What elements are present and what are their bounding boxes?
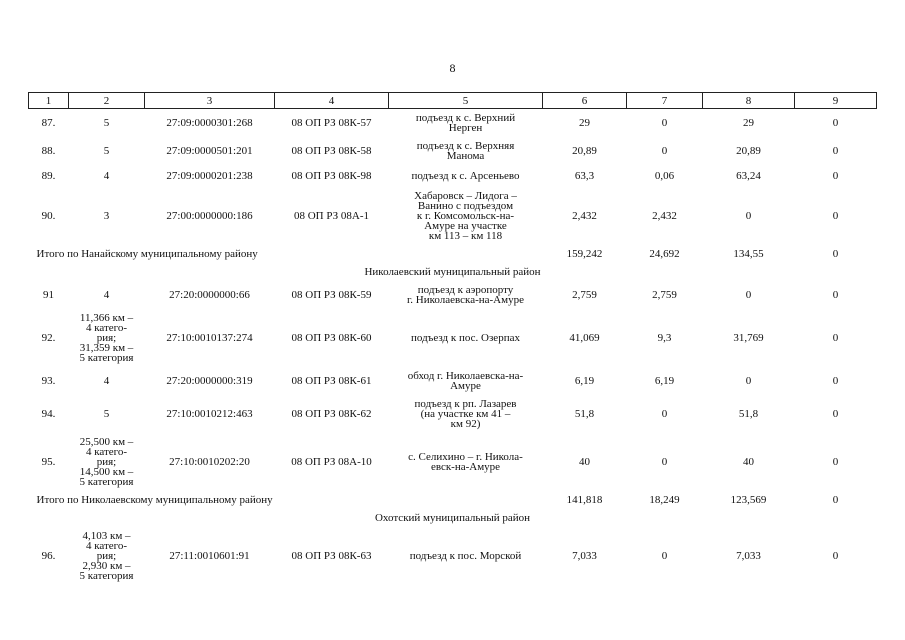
subtotal-col-7: 24,692: [649, 247, 680, 260]
road-category-line: 4 катего-: [85, 321, 128, 334]
column-number-9: 9: [795, 93, 877, 109]
subtotal-col-7: 18,249: [649, 493, 680, 506]
road-category: [69, 165, 145, 187]
road-category-line: 5: [103, 144, 110, 157]
road-category-line: 5: [103, 116, 110, 129]
road-name-line: подъезд к рп. Лазарев: [414, 397, 517, 410]
road-id: 08 ОП РЗ 08К-61: [291, 374, 372, 387]
road-name: [389, 527, 543, 585]
road-name: [389, 367, 543, 395]
value-col-7: 2,759: [652, 288, 677, 301]
road-name-line: Амуре: [450, 379, 481, 392]
road-category: [69, 309, 145, 367]
row-number: 91: [43, 288, 54, 301]
road-name-line: Ванино с подъездом: [417, 199, 514, 212]
value-col-9: 0: [832, 455, 839, 468]
road-category: [69, 527, 145, 585]
road-id: 08 ОП РЗ 08К-62: [291, 407, 372, 420]
value-col-7: 0,06: [654, 169, 675, 182]
value-col-8: 29: [743, 116, 754, 129]
road-name-line: подъезд к с. Верхний: [415, 111, 516, 124]
row-number: 92.: [41, 331, 56, 344]
table-row: [29, 109, 877, 137]
road-name: [389, 109, 543, 137]
road-name-line: подъезд к с. Верхняя: [416, 139, 515, 152]
road-name-line: (на участке км 41 –: [420, 407, 511, 420]
value-col-9: 0: [832, 374, 839, 387]
road-category-line: 4 катего-: [85, 539, 128, 552]
cadastral-number: 27:00:0000000:186: [166, 209, 253, 222]
row-number: 87.: [41, 116, 56, 129]
value-col-7: 0: [661, 116, 668, 129]
table-row: [29, 527, 877, 585]
subtotal-col-9: 0: [832, 247, 839, 260]
row-number: 89.: [41, 169, 56, 182]
subtotal-label: Итого по Нанайскому муниципальному району: [36, 247, 258, 260]
column-number-1: 1: [29, 93, 69, 109]
road-category-line: 3: [103, 209, 110, 222]
road-name-line: км 113 – км 118: [428, 229, 503, 242]
value-col-7: 0: [661, 144, 668, 157]
column-number-5: 5: [389, 93, 543, 109]
total-length: 51,8: [574, 407, 595, 420]
page-number: 8: [449, 61, 456, 75]
road-name-line: подъезд к аэропорту: [417, 283, 514, 296]
road-name: [389, 433, 543, 491]
road-category-line: 4: [103, 169, 110, 182]
total-length: 20,89: [572, 144, 597, 157]
road-id: 08 ОП РЗ 08К-98: [291, 169, 372, 182]
value-col-9: 0: [832, 549, 839, 562]
road-name-line: евск-на-Амуре: [430, 460, 501, 473]
total-length: 7,033: [572, 549, 597, 562]
cadastral-number: 27:20:0000000:319: [166, 374, 253, 387]
road-name-line: г. Николаевска-на-Амуре: [407, 293, 524, 306]
row-number: 94.: [41, 407, 56, 420]
table-row: [29, 187, 877, 245]
value-col-8: 51,8: [738, 407, 759, 420]
road-category-line: 5 категория: [79, 351, 134, 364]
road-category-line: 5: [103, 407, 110, 420]
road-id: 08 ОП РЗ 08К-63: [291, 549, 372, 562]
value-col-7: 0: [661, 549, 668, 562]
table-row: [29, 281, 877, 309]
column-number-6: 6: [543, 93, 627, 109]
cadastral-number: 27:09:0000301:268: [166, 116, 253, 129]
road-id: 08 ОП РЗ 08К-58: [291, 144, 372, 157]
column-number-7: 7: [627, 93, 703, 109]
road-name-line: Манома: [446, 149, 485, 162]
cadastral-number: 27:10:0010212:463: [166, 407, 253, 420]
value-col-7: 0: [661, 455, 668, 468]
subtotal-row: [29, 491, 877, 509]
road-category-line: 31,359 км –: [79, 341, 134, 354]
column-number-2: 2: [69, 93, 145, 109]
road-name-line: к г. Комсомольск-на-: [416, 209, 515, 222]
road-category: [69, 281, 145, 309]
subtotal-col-9: 0: [832, 493, 839, 506]
road-id: 08 ОП РЗ 08А-1: [293, 209, 369, 222]
value-col-9: 0: [832, 331, 839, 344]
road-category-line: рия;: [96, 549, 117, 562]
road-category: [69, 395, 145, 433]
value-col-7: 0: [661, 407, 668, 420]
road-category: [69, 137, 145, 165]
road-id: 08 ОП РЗ 08К-59: [291, 288, 372, 301]
value-col-8: 0: [745, 288, 752, 301]
row-number: 96.: [41, 549, 56, 562]
row-number: 93.: [41, 374, 56, 387]
section-header-row: [29, 263, 877, 281]
road-category-line: 14,500 км –: [79, 465, 134, 478]
road-name: [389, 187, 543, 245]
column-number-row: [29, 93, 877, 109]
road-register-table: [28, 92, 877, 585]
value-col-7: 2,432: [652, 209, 677, 222]
cadastral-number: 27:09:0000501:201: [166, 144, 253, 157]
road-name-line: подъезд к пос. Морской: [409, 549, 522, 562]
row-number: 95.: [41, 455, 56, 468]
road-name: [389, 281, 543, 309]
value-col-8: 0: [745, 209, 752, 222]
subtotal-row: [29, 245, 877, 263]
section-header-row: [29, 509, 877, 527]
road-category-line: 25,500 км –: [79, 435, 134, 448]
total-length: 41,069: [569, 331, 600, 344]
road-name-line: Амуре на участке: [424, 219, 507, 232]
road-category-line: 4: [103, 288, 110, 301]
road-name-line: км 92): [450, 417, 481, 430]
table-row: [29, 165, 877, 187]
value-col-9: 0: [832, 209, 839, 222]
road-name-line: подъезд к с. Арсеньево: [411, 169, 520, 182]
cadastral-number: 27:10:0010202:20: [169, 455, 250, 468]
column-number-4: 4: [275, 93, 389, 109]
row-number: 88.: [41, 144, 56, 157]
table-body: [29, 93, 877, 585]
road-name-line: Хабаровск – Лидога –: [414, 189, 517, 202]
total-length: 2,759: [572, 288, 597, 301]
table-row: [29, 137, 877, 165]
subtotal-label: Итого по Николаевскому муниципальному району: [36, 493, 273, 506]
table-row: [29, 309, 877, 367]
cadastral-number: 27:20:0000000:66: [169, 288, 250, 301]
road-category: [69, 367, 145, 395]
road-category-line: 4: [103, 374, 110, 387]
value-col-9: 0: [832, 407, 839, 420]
value-col-8: 31,769: [733, 331, 764, 344]
value-col-9: 0: [832, 116, 839, 129]
value-col-7: 6,19: [654, 374, 675, 387]
road-category-line: 4 катего-: [85, 445, 128, 458]
road-category-line: 2,930 км –: [82, 559, 131, 572]
table-row: [29, 367, 877, 395]
subtotal-total: 159,242: [566, 247, 603, 260]
road-category: [69, 187, 145, 245]
section-label: Охотский муниципальный район: [374, 511, 531, 524]
column-number-3: 3: [145, 93, 275, 109]
road-name: [389, 137, 543, 165]
cadastral-number: 27:10:0010137:274: [166, 331, 253, 344]
value-col-8: 7,033: [736, 549, 761, 562]
road-category: [69, 109, 145, 137]
road-name-line: с. Селихино – г. Никола-: [408, 450, 523, 463]
total-length: 2,432: [572, 209, 597, 222]
road-name-line: Нерген: [448, 121, 483, 134]
total-length: 6,19: [574, 374, 595, 387]
road-id: 08 ОП РЗ 08К-57: [291, 116, 372, 129]
subtotal-col-8: 134,55: [733, 247, 764, 260]
road-name: [389, 165, 543, 187]
road-name-line: обход г. Николаевска-на-: [407, 369, 524, 382]
value-col-8: 0: [745, 374, 752, 387]
value-col-7: 9,3: [657, 331, 672, 344]
road-category-line: 5 категория: [79, 475, 134, 488]
value-col-8: 63,24: [736, 169, 761, 182]
road-category-line: 11,366 км –: [79, 311, 134, 324]
road-category-line: рия;: [96, 455, 117, 468]
road-category-line: рия;: [96, 331, 117, 344]
road-id: 08 ОП РЗ 08К-60: [291, 331, 372, 344]
section-label: Николаевский муниципальный район: [364, 265, 541, 278]
value-col-9: 0: [832, 144, 839, 157]
cadastral-number: 27:09:0000201:238: [166, 169, 253, 182]
total-length: 40: [579, 455, 590, 468]
value-col-8: 40: [743, 455, 754, 468]
subtotal-total: 141,818: [566, 493, 603, 506]
road-name: [389, 309, 543, 367]
value-col-9: 0: [832, 169, 839, 182]
subtotal-col-8: 123,569: [730, 493, 767, 506]
road-category-line: 4,103 км –: [82, 529, 131, 542]
cadastral-number: 27:11:0010601:91: [169, 549, 250, 562]
road-id: 08 ОП РЗ 08А-10: [291, 455, 372, 468]
row-number: 90.: [41, 209, 56, 222]
value-col-8: 20,89: [736, 144, 761, 157]
table-row: [29, 395, 877, 433]
value-col-9: 0: [832, 288, 839, 301]
total-length: 29: [579, 116, 590, 129]
road-category-line: 5 категория: [79, 569, 134, 582]
road-category: [69, 433, 145, 491]
road-name-line: подъезд к пос. Озерпах: [411, 331, 520, 344]
table-row: [29, 433, 877, 491]
road-name: [389, 395, 543, 433]
column-number-8: 8: [703, 93, 795, 109]
total-length: 63,3: [574, 169, 595, 182]
